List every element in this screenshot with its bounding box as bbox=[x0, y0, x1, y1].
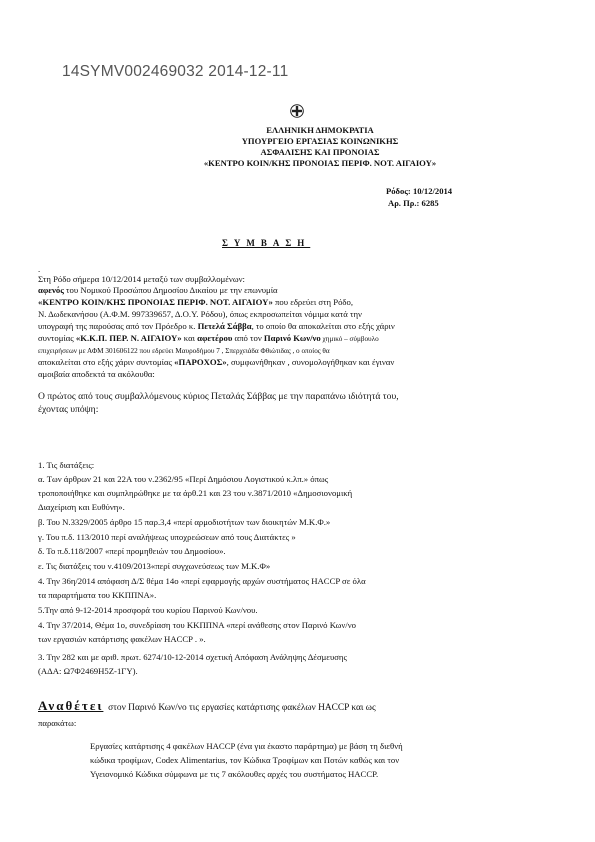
provision-line: τροποποιήθηκε και συμπληρώθηκε με τα άρθ.21 και 23 του ν.3871/2010 «Δημοσιονομική bbox=[38, 488, 353, 498]
provision-line: Διαχείριση και Ευθύνη». bbox=[38, 502, 125, 512]
provision-line: 4. Την 37/2014, Θέμα 1ο, συνεδρίαση του ΚΚΠΠΝΑ «περί ανάθεσης στον Παρινό Κων/νο bbox=[38, 620, 356, 630]
date-line: Ρόδος: 10/12/2014 bbox=[386, 186, 453, 196]
award-line-4: κώδικα τροφίμων, Codex Alimentarius, τον Κώδικα Τροφίμων και Ποτών καθώς και τον bbox=[90, 755, 400, 765]
intro-line-4: Ν. Δωδεκανήσου (Α.Φ.Μ. 997339657, Δ.Ο.Υ. Ρόδου), όπως εκπροσωπείται νόμιμα κατά την bbox=[38, 309, 362, 319]
provision-line: (ΑΔΑ: Ω7Φ2469Η5Ζ-1ΓΥ). bbox=[38, 666, 138, 676]
intro-line-3: «ΚΕΝΤΡΟ ΚΟΙΝ/ΚΗΣ ΠΡΟΝΟΙΑΣ ΠΕΡΙΦ. ΝΟΤ. ΑΙΓΑΙΟΥ» που εδρεύει στη Ρόδο, bbox=[38, 297, 354, 307]
award-line-5: Υγειονομικό Κώδικα σύμφωνα με τις 7 ακόλουθες αρχές του συστήματος HACCP. bbox=[90, 769, 379, 779]
intro-line-9: αμοιβαία αποδεκτά τα ακόλουθα: bbox=[38, 369, 155, 379]
intro-line-8: αποκαλείται στο εξής χάριν συντομίας «ΠΑΡΟΧΟΣ», συμφωνήθηκαν , συνομολογήθηκαν και έγιναν bbox=[38, 357, 395, 367]
provision-line: 4. Την 36η/2014 απόφαση Δ/Σ θέμα 14ο «περί εφαρμογής αρχών συστήματος HACCP σε όλα bbox=[38, 576, 366, 586]
provision-line: α. Των άρθρων 21 και 22Α του ν.2362/95 «Περί Δημόσιου Λογιστικού κ.λπ.» όπως bbox=[38, 474, 329, 484]
intro-line-5: υπογραφή της παρούσας από τον Πρόεδρο κ. Πετελά Σάββα, το οποίο θα αποκαλείται στο εξής χάριν bbox=[38, 321, 395, 331]
para1-line-1: Ο πρώτος από τους συμβαλλόμενους κύριος Πεταλάς Σάββας με την παραπάνω ιδιότητά του, bbox=[38, 391, 399, 402]
header-line-2: ΥΠΟΥΡΓΕΙΟ ΕΡΓΑΣΙΑΣ ΚΟΙΝΩΝΙΚΗΣ bbox=[241, 136, 399, 146]
provision-line: των εργασιών κατάρτισης φακέλων HACCP . ». bbox=[38, 634, 206, 644]
provision-line: δ. Το π.δ.118/2007 «περί προμηθειών του Δημοσίου». bbox=[38, 546, 226, 556]
header-line-1: ΕΛΛΗΝΙΚΗ ΔΗΜΟΚΡΑΤΙΑ bbox=[266, 125, 374, 135]
para1-line-2: έχοντας υπόψη: bbox=[38, 404, 99, 415]
provision-line: γ. Του π.δ. 113/2010 περί αναλήψεως υποχρεώσεων από τους Διατάκτες » bbox=[38, 532, 296, 542]
provision-line: 5.Την από 9-12-2014 προσφορά του κυρίου Παρινού Κων/νου. bbox=[38, 605, 258, 615]
award-line-1: Αναθέτει στον Παρινό Κων/νο τις εργασίες κατάρτισης φακέλων HACCP και ως bbox=[38, 698, 376, 713]
protocol-number: Αρ. Πρ.: 6285 bbox=[388, 198, 439, 208]
intro-line-6: συντομίας «Κ.Κ.Π. ΠΕΡ. Ν. ΑΙΓΑΙΟΥ» και αφετέρου από τον Παρινό Κων/νο χημικό – σύμβουλο bbox=[38, 333, 379, 343]
provision-line: τα παραρτήματα του ΚΚΠΠΝΑ». bbox=[38, 590, 157, 600]
header-line-4: «ΚΕΝΤΡΟ ΚΟΙΝ/ΚΗΣ ΠΡΟΝΟΙΑΣ ΠΕΡΙΦ. ΝΟΤ. ΑΙΓΑΙΟΥ» bbox=[203, 158, 437, 168]
provision-line: 1. Τις διατάξεις: bbox=[38, 460, 95, 470]
dot-marker: . bbox=[38, 264, 41, 274]
provision-line: β. Του Ν.3329/2005 άρθρο 15 παρ.3,4 «περί αρμοδιοτήτων των διοικητών Μ.Κ.Φ.» bbox=[38, 517, 331, 527]
provision-line: ε. Τις διατάξεις του ν.4109/2013«περί συγχωνεύσεως των Μ.Κ.Φ» bbox=[38, 561, 271, 571]
award-line-2: παρακάτω: bbox=[38, 718, 77, 728]
intro-line-7: επιχειρήσεων με ΑΦΜ 301606122 που εδρεύει Μαυροδήμου 7 , Σπερχειάδα Φθιώτιδας , ο οποίος θα bbox=[38, 347, 330, 355]
ada-stamp: 14SYMV002469032 2014-12-11 bbox=[62, 63, 289, 80]
document-title: ΣΥΜΒΑΣΗ bbox=[222, 238, 311, 248]
header-line-3: ΑΣΦΑΛΙΣΗΣ ΚΑΙ ΠΡΟΝΟΙΑΣ bbox=[260, 147, 380, 157]
provision-line: 3. Την 282 και με αριθ. πρωτ. 6274/10-12-2014 σχετική Απόφαση Ανάληψης Δέσμευσης bbox=[38, 652, 347, 662]
award-line-3: Εργασίες κατάρτισης 4 φακέλων HACCP (ένα για έκαστο παράρτημα) με βάση τη διεθνή bbox=[90, 741, 403, 751]
intro-line-2: αφενός του Νομικού Προσώπου Δημοσίου Δικαίου με την επωνυμία bbox=[38, 285, 278, 295]
greek-emblem-icon bbox=[290, 104, 304, 118]
intro-line-1: Στη Ρόδο σήμερα 10/12/2014 μεταξύ των συμβαλλομένων: bbox=[38, 274, 245, 284]
